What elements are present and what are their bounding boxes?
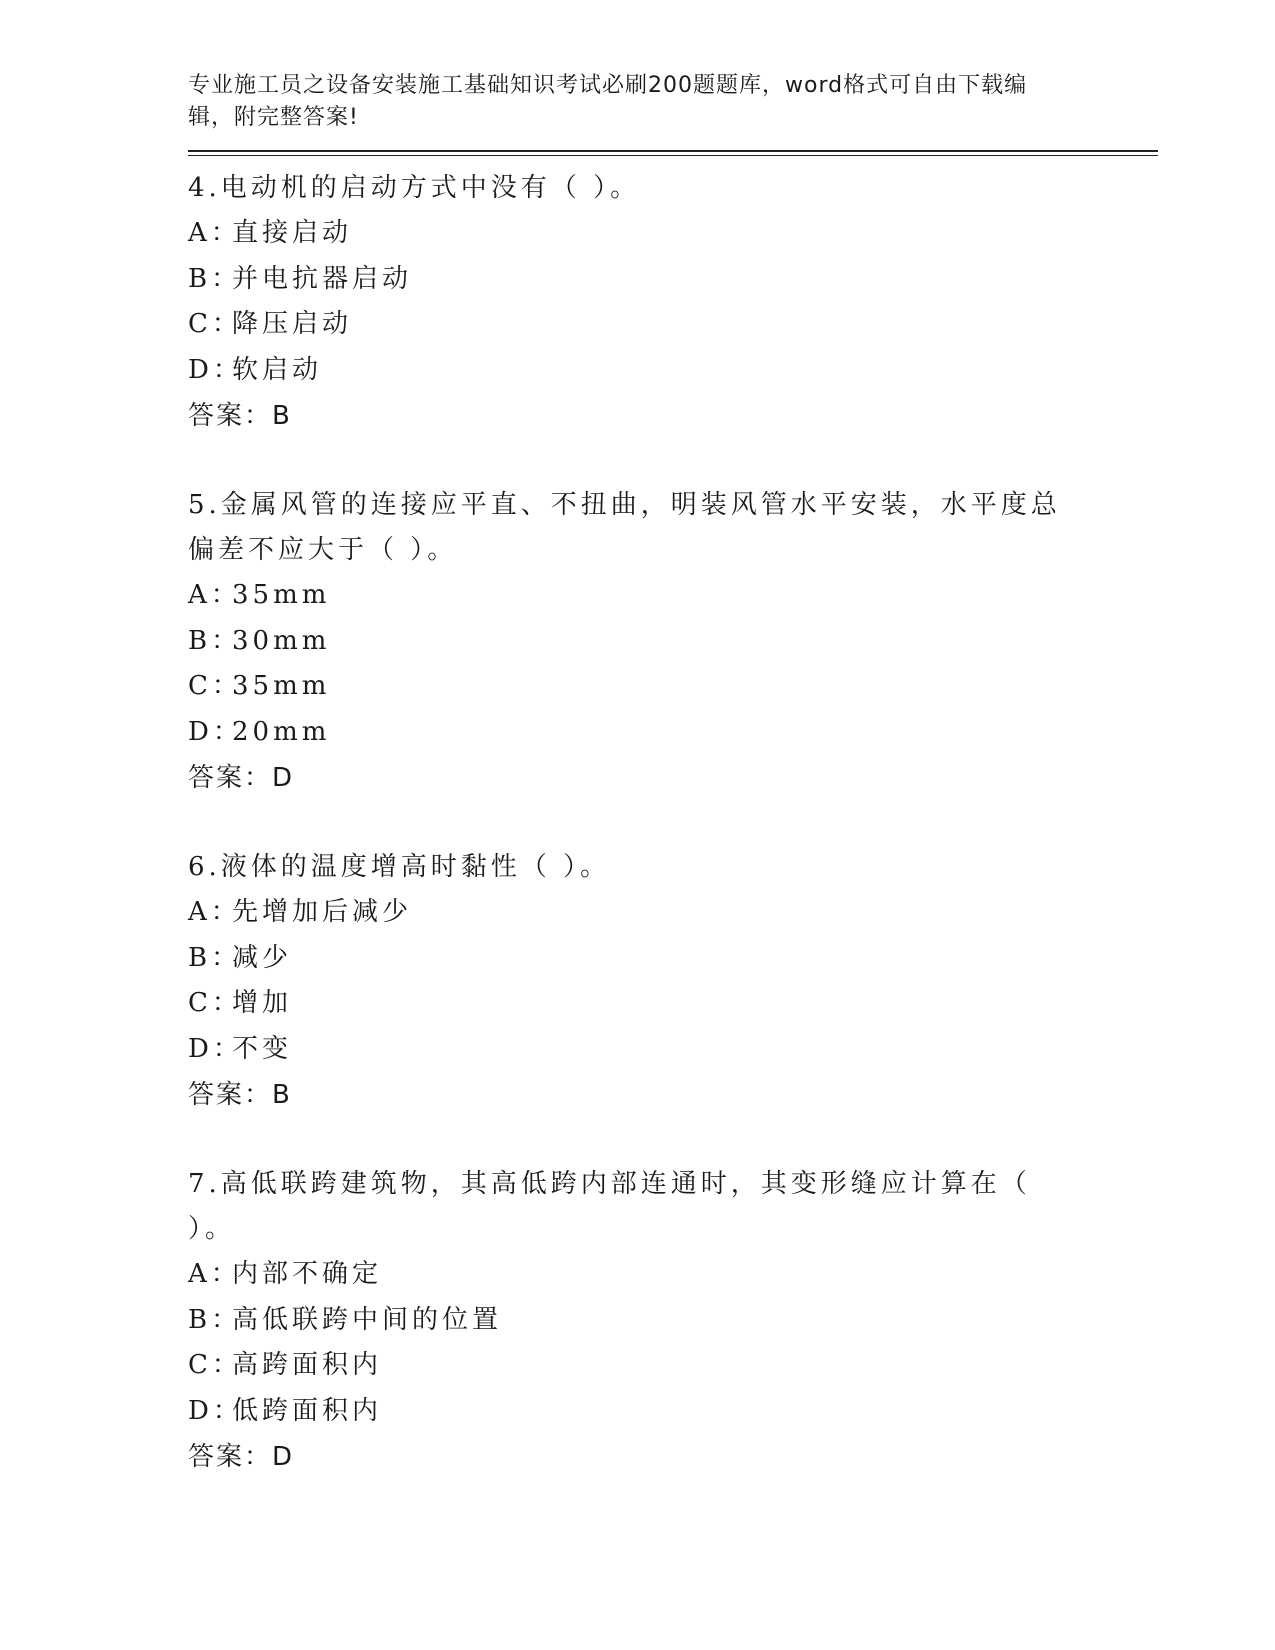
option-a <box>188 573 1158 619</box>
option-b <box>188 257 1158 303</box>
question-text: 6.液体的温度增高时黏性（ ）。 <box>188 852 611 882</box>
option-b <box>188 619 1158 665</box>
option-key: A： <box>188 580 241 610</box>
answer-line: 答案：D <box>188 1442 295 1472</box>
option-key: D： <box>188 354 243 385</box>
option-text: 高低联跨中间的位置 <box>232 1304 503 1335</box>
answer-line: 答案：D <box>188 763 295 793</box>
option-text: 增加 <box>232 988 293 1018</box>
option-key: A： <box>188 218 241 248</box>
question-4 <box>188 166 1158 439</box>
question-text: 5.金属风管的连接应平直、不扭曲，明装风管水平安装，水平度总偏差不应大于（ ）。 <box>188 490 1061 565</box>
option-d <box>188 1389 1158 1435</box>
option-text: 20mm <box>232 716 331 747</box>
answer-line: 答案：B <box>188 401 292 431</box>
option-text: 先增加后减少 <box>232 897 413 927</box>
option-c <box>188 981 1158 1027</box>
question-5 <box>188 483 1158 801</box>
option-key: D： <box>188 716 243 747</box>
option-key: B： <box>188 942 242 973</box>
option-key: D： <box>188 1033 243 1064</box>
option-d <box>188 710 1158 756</box>
option-text: 降压启动 <box>232 309 353 339</box>
option-text: 不变 <box>232 1033 293 1064</box>
option-text: 直接启动 <box>232 218 353 248</box>
option-b <box>188 936 1158 982</box>
answer-line: 答案：B <box>188 1080 292 1110</box>
option-key: C： <box>188 988 242 1018</box>
option-a <box>188 211 1158 257</box>
option-c <box>188 664 1158 710</box>
document-header: 专业施工员之设备安装施工基础知识考试必刷200题题库，word格式可自由下载编辑，附完整答案! <box>188 73 1028 130</box>
option-c <box>188 302 1158 348</box>
option-text: 35mm <box>232 671 331 701</box>
option-key: B： <box>188 1304 242 1335</box>
option-c <box>188 1343 1158 1389</box>
option-key: C： <box>188 1350 242 1380</box>
question-6 <box>188 845 1158 1118</box>
option-d <box>188 1027 1158 1073</box>
question-7 <box>188 1162 1158 1480</box>
option-text: 35mm <box>232 580 331 610</box>
header-divider <box>188 150 1158 156</box>
option-key: D： <box>188 1395 243 1426</box>
option-d <box>188 348 1158 394</box>
option-key: A： <box>188 1259 241 1289</box>
document-page <box>188 70 1158 1480</box>
option-key: A： <box>188 897 241 927</box>
option-key: B： <box>188 263 242 294</box>
option-text: 高跨面积内 <box>232 1350 383 1380</box>
option-key: B： <box>188 625 242 656</box>
option-text: 减少 <box>232 942 293 973</box>
option-text: 软启动 <box>232 354 323 385</box>
option-key: C： <box>188 309 242 339</box>
option-text: 内部不确定 <box>232 1259 383 1289</box>
question-text: 7.高低联跨建筑物，其高低跨内部连通时，其变形缝应计算在（ ）。 <box>188 1169 1031 1244</box>
option-text: 并电抗器启动 <box>232 263 413 294</box>
option-a <box>188 890 1158 936</box>
question-text: 4.电动机的启动方式中没有（ ）。 <box>188 173 641 203</box>
option-text: 30mm <box>232 625 331 656</box>
option-a <box>188 1252 1158 1298</box>
option-key: C： <box>188 671 242 701</box>
option-b <box>188 1298 1158 1344</box>
option-text: 低跨面积内 <box>232 1395 383 1426</box>
